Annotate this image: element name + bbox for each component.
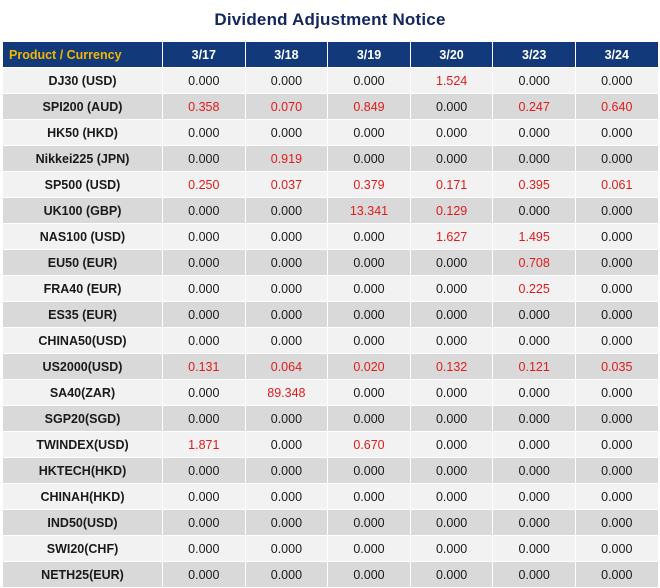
dividend-value-cell: 0.000 bbox=[328, 510, 411, 536]
table-row bbox=[3, 510, 659, 536]
dividend-value-cell: 0.000 bbox=[163, 146, 246, 172]
product-currency-cell: SWI20(CHF) bbox=[3, 536, 163, 562]
dividend-value-cell: 0.000 bbox=[493, 120, 576, 146]
dividend-value-cell: 0.129 bbox=[410, 198, 493, 224]
dividend-value-cell: 0.000 bbox=[575, 198, 658, 224]
table-row bbox=[3, 458, 659, 484]
dividend-value-cell: 0.379 bbox=[328, 172, 411, 198]
dividend-value-cell: 0.064 bbox=[245, 354, 328, 380]
dividend-value-cell: 0.000 bbox=[163, 120, 246, 146]
dividend-value-cell: 0.000 bbox=[245, 458, 328, 484]
product-currency-cell: CHINA50(USD) bbox=[3, 328, 163, 354]
dividend-value-cell: 0.000 bbox=[493, 68, 576, 94]
dividend-value-cell: 0.225 bbox=[493, 276, 576, 302]
table-body bbox=[3, 68, 659, 588]
dividend-value-cell: 1.524 bbox=[410, 68, 493, 94]
product-currency-cell: EU50 (EUR) bbox=[3, 250, 163, 276]
dividend-value-cell: 0.000 bbox=[410, 328, 493, 354]
dividend-value-cell: 0.000 bbox=[163, 458, 246, 484]
dividend-value-cell: 0.000 bbox=[163, 510, 246, 536]
product-currency-cell: NETH25(EUR) bbox=[3, 562, 163, 588]
dividend-value-cell: 0.000 bbox=[575, 120, 658, 146]
column-header-date-6: 3/24 bbox=[575, 42, 658, 68]
dividend-value-cell: 0.000 bbox=[328, 458, 411, 484]
dividend-value-cell: 0.000 bbox=[163, 484, 246, 510]
column-header-date-5: 3/23 bbox=[493, 42, 576, 68]
dividend-value-cell: 0.171 bbox=[410, 172, 493, 198]
dividend-value-cell: 0.000 bbox=[575, 536, 658, 562]
dividend-value-cell: 0.000 bbox=[245, 302, 328, 328]
table-row bbox=[3, 302, 659, 328]
table-row bbox=[3, 432, 659, 458]
table-row bbox=[3, 276, 659, 302]
column-header-product-currency: Product / Currency bbox=[3, 42, 163, 68]
table-row bbox=[3, 224, 659, 250]
dividend-value-cell: 0.000 bbox=[328, 146, 411, 172]
dividend-value-cell: 0.000 bbox=[493, 328, 576, 354]
dividend-value-cell: 0.000 bbox=[575, 432, 658, 458]
dividend-value-cell: 0.000 bbox=[245, 68, 328, 94]
dividend-value-cell: 0.000 bbox=[493, 458, 576, 484]
dividend-value-cell: 0.000 bbox=[328, 536, 411, 562]
dividend-value-cell: 0.000 bbox=[410, 94, 493, 120]
dividend-value-cell: 1.495 bbox=[493, 224, 576, 250]
dividend-value-cell: 0.000 bbox=[575, 458, 658, 484]
dividend-value-cell: 0.000 bbox=[493, 510, 576, 536]
dividend-value-cell: 89.348 bbox=[245, 380, 328, 406]
dividend-value-cell: 0.000 bbox=[245, 536, 328, 562]
dividend-value-cell: 0.670 bbox=[328, 432, 411, 458]
table-row bbox=[3, 484, 659, 510]
dividend-value-cell: 0.000 bbox=[163, 68, 246, 94]
dividend-value-cell: 0.849 bbox=[328, 94, 411, 120]
dividend-value-cell: 0.000 bbox=[575, 146, 658, 172]
dividend-value-cell: 0.000 bbox=[163, 380, 246, 406]
dividend-value-cell: 0.000 bbox=[245, 224, 328, 250]
dividend-value-cell: 0.250 bbox=[163, 172, 246, 198]
product-currency-cell: IND50(USD) bbox=[3, 510, 163, 536]
table-row bbox=[3, 120, 659, 146]
dividend-value-cell: 0.000 bbox=[245, 510, 328, 536]
dividend-value-cell: 0.000 bbox=[328, 380, 411, 406]
table-row bbox=[3, 406, 659, 432]
table-row bbox=[3, 250, 659, 276]
product-currency-cell: US2000(USD) bbox=[3, 354, 163, 380]
dividend-value-cell: 0.000 bbox=[493, 484, 576, 510]
dividend-value-cell: 0.000 bbox=[163, 562, 246, 588]
dividend-value-cell: 0.395 bbox=[493, 172, 576, 198]
dividend-value-cell: 0.037 bbox=[245, 172, 328, 198]
table-row bbox=[3, 68, 659, 94]
product-currency-cell: HK50 (HKD) bbox=[3, 120, 163, 146]
product-currency-cell: SPI200 (AUD) bbox=[3, 94, 163, 120]
dividend-value-cell: 0.000 bbox=[328, 328, 411, 354]
dividend-value-cell: 0.000 bbox=[163, 198, 246, 224]
dividend-value-cell: 0.000 bbox=[245, 276, 328, 302]
table-row bbox=[3, 354, 659, 380]
dividend-table bbox=[2, 41, 659, 588]
header-row bbox=[3, 42, 659, 68]
dividend-value-cell: 0.000 bbox=[410, 146, 493, 172]
dividend-value-cell: 0.000 bbox=[245, 432, 328, 458]
dividend-value-cell: 0.000 bbox=[328, 250, 411, 276]
dividend-value-cell: 0.000 bbox=[410, 250, 493, 276]
dividend-value-cell: 0.000 bbox=[575, 406, 658, 432]
dividend-value-cell: 0.000 bbox=[410, 120, 493, 146]
dividend-value-cell: 0.000 bbox=[575, 224, 658, 250]
dividend-value-cell: 0.000 bbox=[163, 406, 246, 432]
dividend-value-cell: 0.000 bbox=[575, 302, 658, 328]
dividend-value-cell: 1.627 bbox=[410, 224, 493, 250]
table-row bbox=[3, 380, 659, 406]
table-row bbox=[3, 562, 659, 588]
product-currency-cell: FRA40 (EUR) bbox=[3, 276, 163, 302]
dividend-value-cell: 0.000 bbox=[493, 562, 576, 588]
dividend-value-cell: 0.000 bbox=[328, 562, 411, 588]
dividend-value-cell: 0.000 bbox=[493, 536, 576, 562]
dividend-value-cell: 0.131 bbox=[163, 354, 246, 380]
dividend-value-cell: 0.035 bbox=[575, 354, 658, 380]
product-currency-cell: ES35 (EUR) bbox=[3, 302, 163, 328]
dividend-value-cell: 0.000 bbox=[163, 224, 246, 250]
dividend-value-cell: 0.000 bbox=[245, 406, 328, 432]
dividend-value-cell: 0.247 bbox=[493, 94, 576, 120]
dividend-value-cell: 0.000 bbox=[245, 562, 328, 588]
dividend-value-cell: 0.000 bbox=[410, 484, 493, 510]
dividend-value-cell: 0.000 bbox=[575, 250, 658, 276]
dividend-value-cell: 0.000 bbox=[328, 276, 411, 302]
dividend-value-cell: 0.000 bbox=[163, 328, 246, 354]
table-row bbox=[3, 328, 659, 354]
dividend-value-cell: 0.000 bbox=[163, 302, 246, 328]
dividend-value-cell: 0.000 bbox=[410, 276, 493, 302]
dividend-value-cell: 1.871 bbox=[163, 432, 246, 458]
column-header-date-2: 3/18 bbox=[245, 42, 328, 68]
dividend-value-cell: 0.061 bbox=[575, 172, 658, 198]
page-title: Dividend Adjustment Notice bbox=[0, 0, 660, 41]
column-header-date-1: 3/17 bbox=[163, 42, 246, 68]
product-currency-cell: Nikkei225 (JPN) bbox=[3, 146, 163, 172]
dividend-value-cell: 0.000 bbox=[410, 380, 493, 406]
dividend-value-cell: 0.000 bbox=[575, 380, 658, 406]
table-row bbox=[3, 94, 659, 120]
dividend-value-cell: 0.000 bbox=[328, 120, 411, 146]
dividend-value-cell: 0.708 bbox=[493, 250, 576, 276]
dividend-value-cell: 0.070 bbox=[245, 94, 328, 120]
dividend-value-cell: 0.000 bbox=[493, 198, 576, 224]
column-header-date-4: 3/20 bbox=[410, 42, 493, 68]
dividend-value-cell: 0.640 bbox=[575, 94, 658, 120]
dividend-value-cell: 0.000 bbox=[245, 250, 328, 276]
dividend-value-cell: 0.000 bbox=[410, 432, 493, 458]
dividend-value-cell: 0.000 bbox=[328, 302, 411, 328]
dividend-value-cell: 0.000 bbox=[410, 302, 493, 328]
dividend-value-cell: 0.000 bbox=[493, 380, 576, 406]
dividend-value-cell: 0.000 bbox=[410, 536, 493, 562]
table-row bbox=[3, 146, 659, 172]
dividend-value-cell: 0.000 bbox=[493, 146, 576, 172]
dividend-value-cell: 0.020 bbox=[328, 354, 411, 380]
dividend-value-cell: 0.000 bbox=[575, 276, 658, 302]
dividend-value-cell: 0.000 bbox=[493, 302, 576, 328]
product-currency-cell: SP500 (USD) bbox=[3, 172, 163, 198]
dividend-value-cell: 0.000 bbox=[575, 510, 658, 536]
dividend-value-cell: 0.000 bbox=[328, 68, 411, 94]
dividend-value-cell: 0.000 bbox=[245, 484, 328, 510]
table-row bbox=[3, 198, 659, 224]
dividend-value-cell: 0.000 bbox=[245, 198, 328, 224]
product-currency-cell: SGP20(SGD) bbox=[3, 406, 163, 432]
table-row bbox=[3, 172, 659, 198]
product-currency-cell: TWINDEX(USD) bbox=[3, 432, 163, 458]
dividend-value-cell: 0.121 bbox=[493, 354, 576, 380]
dividend-value-cell: 0.000 bbox=[328, 406, 411, 432]
product-currency-cell: DJ30 (USD) bbox=[3, 68, 163, 94]
dividend-value-cell: 0.000 bbox=[163, 276, 246, 302]
dividend-value-cell: 0.000 bbox=[575, 562, 658, 588]
table-row bbox=[3, 536, 659, 562]
dividend-value-cell: 0.919 bbox=[245, 146, 328, 172]
dividend-value-cell: 0.358 bbox=[163, 94, 246, 120]
dividend-value-cell: 0.000 bbox=[328, 224, 411, 250]
dividend-value-cell: 0.000 bbox=[575, 328, 658, 354]
dividend-value-cell: 0.000 bbox=[575, 68, 658, 94]
dividend-value-cell: 0.000 bbox=[410, 510, 493, 536]
dividend-value-cell: 0.000 bbox=[245, 328, 328, 354]
product-currency-cell: HKTECH(HKD) bbox=[3, 458, 163, 484]
dividend-value-cell: 0.000 bbox=[245, 120, 328, 146]
product-currency-cell: CHINAH(HKD) bbox=[3, 484, 163, 510]
dividend-value-cell: 0.000 bbox=[410, 562, 493, 588]
dividend-value-cell: 13.341 bbox=[328, 198, 411, 224]
column-header-date-3: 3/19 bbox=[328, 42, 411, 68]
dividend-value-cell: 0.000 bbox=[493, 406, 576, 432]
dividend-value-cell: 0.000 bbox=[410, 458, 493, 484]
dividend-value-cell: 0.000 bbox=[575, 484, 658, 510]
dividend-value-cell: 0.000 bbox=[493, 432, 576, 458]
product-currency-cell: NAS100 (USD) bbox=[3, 224, 163, 250]
dividend-value-cell: 0.000 bbox=[163, 250, 246, 276]
table-header bbox=[3, 42, 659, 68]
dividend-value-cell: 0.000 bbox=[163, 536, 246, 562]
dividend-value-cell: 0.000 bbox=[410, 406, 493, 432]
dividend-value-cell: 0.000 bbox=[328, 484, 411, 510]
product-currency-cell: SA40(ZAR) bbox=[3, 380, 163, 406]
product-currency-cell: UK100 (GBP) bbox=[3, 198, 163, 224]
dividend-value-cell: 0.132 bbox=[410, 354, 493, 380]
